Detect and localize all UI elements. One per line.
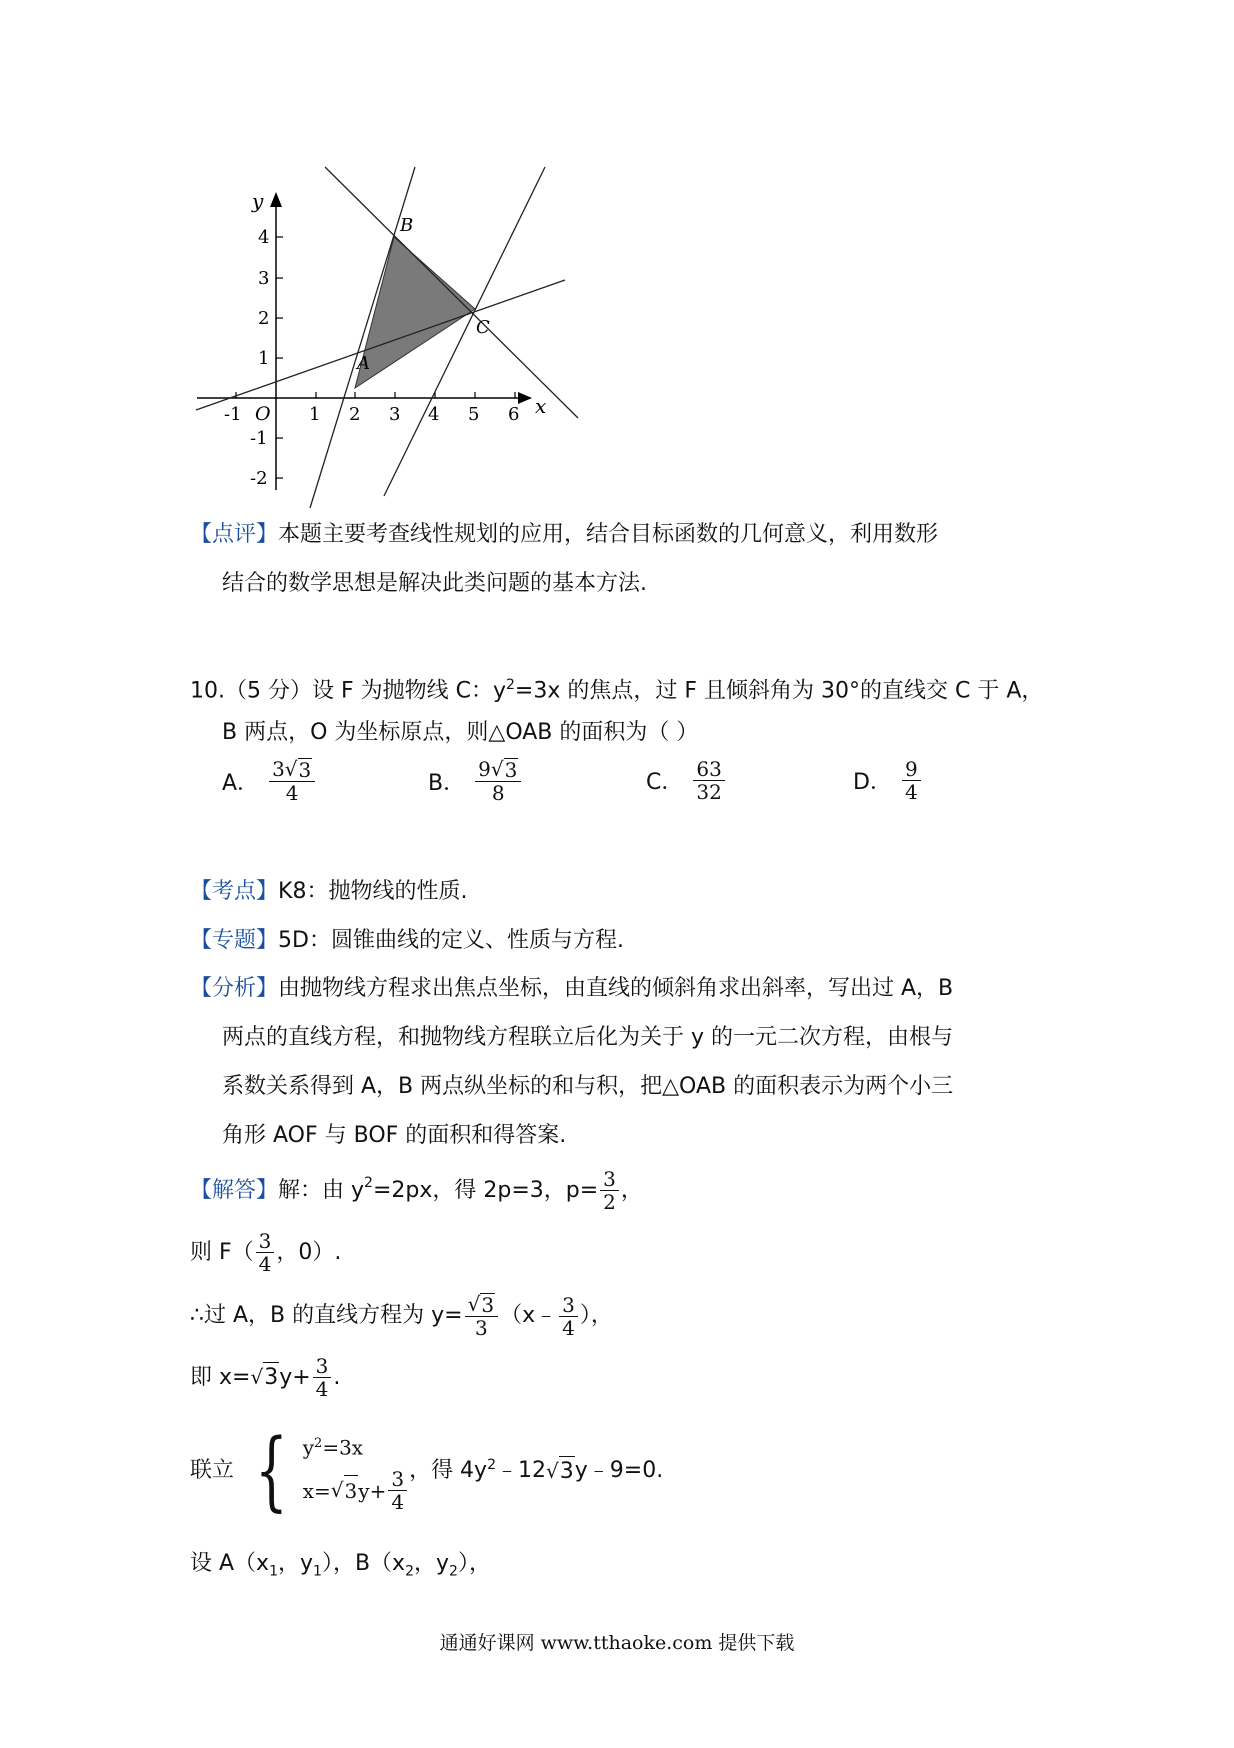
point-a-label: A — [357, 353, 370, 374]
jieda-s4-text-c: . — [333, 1364, 341, 1390]
x-axis-label: x — [535, 394, 547, 418]
option-d[interactable] — [853, 758, 923, 803]
origin-label: O — [255, 403, 271, 425]
fenxi-tag: 【分析】 — [190, 976, 279, 1001]
option-d-num: 9 — [902, 758, 921, 781]
jieda-s6-sub1: 1 — [269, 1563, 278, 1580]
kaodian-line — [190, 877, 467, 907]
x-tick-label: 4 — [428, 404, 440, 425]
jieda-s6-sub4: 2 — [449, 1563, 458, 1580]
option-b-den: 8 — [491, 781, 505, 805]
option-a-radicand: 3 — [298, 758, 312, 782]
kaodian-text: K8：抛物线的性质. — [278, 879, 468, 904]
option-d-label: D． — [853, 770, 892, 795]
jieda-step-4 — [190, 1355, 340, 1400]
option-c[interactable] — [646, 758, 727, 803]
sys-row2-fraction — [388, 1468, 407, 1513]
jieda-s6-b: ，y — [278, 1551, 314, 1576]
fenxi-line-1 — [190, 974, 953, 1004]
point-c-label: C — [476, 317, 490, 338]
jieda-s1-num: 3 — [600, 1168, 619, 1191]
fenxi-line-2: 两点的直线方程，和抛物线方程联立后化为关于 y 的一元二次方程，由根与 — [222, 1025, 954, 1050]
review-line-2: 结合的数学思想是解决此类问题的基本方法. — [222, 571, 647, 596]
jieda-s2-text-a: 则 F（ — [190, 1239, 254, 1265]
jieda-s3-text-c: ）， — [579, 1303, 613, 1328]
y-axis-label: y — [252, 189, 264, 213]
jieda-s2-fraction — [256, 1230, 275, 1275]
y-tick-label: 3 — [258, 268, 270, 289]
option-a-label: A． — [222, 770, 260, 796]
y-tick-marks — [276, 237, 283, 478]
option-a[interactable] — [222, 758, 317, 804]
option-a-coef: 3 — [272, 757, 285, 781]
jieda-s5-result-c: y﹣9=0. — [574, 1458, 664, 1483]
x-tick-label: 6 — [508, 404, 520, 425]
sys-row2-a: x= — [302, 1478, 331, 1503]
option-b[interactable] — [428, 758, 523, 804]
jieda-step-1 — [190, 1168, 643, 1213]
jieda-s5-radical: √ 3 — [546, 1456, 575, 1487]
y-tick-label: 2 — [258, 308, 270, 329]
review-line-1 — [190, 520, 938, 550]
sys-row2-num: 3 — [388, 1468, 407, 1491]
sys-row1-a: y — [302, 1435, 315, 1460]
y-tick-label: 4 — [258, 227, 270, 248]
jieda-s2-num: 3 — [256, 1230, 275, 1253]
x-tick-marks — [236, 392, 515, 398]
feasible-region — [355, 237, 475, 388]
jieda-s6-a: 设 A（x — [190, 1551, 270, 1576]
jieda-step-5 — [190, 1421, 664, 1521]
option-a-den: 4 — [285, 781, 299, 805]
option-b-fraction: 9 √ 3 8 — [475, 758, 521, 804]
jieda-s4-fraction — [313, 1355, 332, 1400]
system-row-2: x= √ 3 y+ $\frac{3}{4}$ — [303, 1468, 409, 1513]
q10-text-a: 10.（5 分）设 F 为抛物线 C：y — [190, 678, 506, 704]
jieda-s4-text-a: 即 x= — [190, 1364, 251, 1390]
option-c-num: 63 — [693, 758, 724, 781]
jieda-s1-text-b: =2px，得 2p=3，p= — [372, 1177, 599, 1203]
option-a-fraction: 3 √ 3 4 — [269, 758, 315, 804]
x-tick-label: 1 — [309, 404, 321, 425]
fenxi-line-4: 角形 AOF 与 BOF 的面积和得答案. — [222, 1123, 567, 1148]
jieda-s4-num: 3 — [313, 1355, 332, 1378]
y-tick-label: -2 — [250, 468, 268, 489]
option-d-den: 4 — [904, 780, 918, 804]
jieda-s6-d: ，y — [414, 1551, 450, 1576]
jieda-s6-e: ）， — [457, 1551, 491, 1576]
jieda-s1-sup: 2 — [364, 1175, 373, 1191]
system-row-1 — [303, 1429, 409, 1463]
question-10-line-1 — [190, 670, 1043, 706]
jieda-s1-text-a: 解：由 y — [278, 1177, 365, 1203]
jieda-step-6 — [190, 1549, 491, 1586]
zhuanti-tag: 【专题】 — [190, 928, 279, 953]
linear-programming-graph — [150, 155, 590, 515]
x-tick-label: 5 — [468, 404, 480, 425]
x-tick-label: 2 — [349, 404, 361, 425]
jieda-s4-radical: √ 3 — [250, 1362, 279, 1393]
option-b-radicand: 3 — [504, 758, 518, 782]
jieda-s6-sub2: 1 — [313, 1563, 322, 1580]
jieda-s2-text-b: ，0）. — [276, 1239, 342, 1265]
y-axis-arrow — [270, 192, 282, 207]
jieda-s5-result-b: ﹣12 — [496, 1458, 546, 1483]
option-c-fraction — [693, 758, 724, 803]
zhuanti-text: 5D：圆锥曲线的定义、性质与方程. — [278, 928, 624, 953]
page-footer: 通通好课网 www.tthaoke.com 提供下载 — [439, 1632, 795, 1654]
fenxi-text-1: 由抛物线方程求出焦点坐标，由直线的倾斜角求出斜率，写出过 A，B — [278, 976, 954, 1001]
fenxi-line-3: 系数关系得到 A，B 两点纵坐标的和与积，把△OAB 的面积表示为两个小三 — [222, 1074, 954, 1099]
jieda-s6-c: ），B（x — [321, 1551, 406, 1576]
jieda-s1-den: 2 — [603, 1190, 616, 1214]
sys-row2-b: y+ — [358, 1478, 387, 1503]
point-b-label: B — [400, 215, 414, 236]
jieda-s4-text-b: y+ — [279, 1364, 311, 1390]
jieda-s5-result-radicand: 3 — [559, 1456, 575, 1487]
jieda-step-3 — [190, 1293, 613, 1339]
option-b-label: B． — [428, 770, 466, 796]
option-d-fraction — [902, 758, 921, 803]
y-tick-label: -1 — [250, 428, 268, 449]
sys-row1-sup: 2 — [314, 1435, 323, 1451]
jieda-s6-sub3: 2 — [405, 1563, 414, 1580]
jieda-s3-radicand: 3 — [481, 1293, 495, 1317]
jieda-s2-den: 4 — [258, 1252, 272, 1276]
x-tick-label: -1 — [224, 404, 242, 425]
option-b-coef: 9 — [478, 757, 491, 781]
jieda-s5-result-a: ，得 4y — [409, 1458, 488, 1483]
jieda-s3-text-b: （x﹣ — [500, 1303, 558, 1328]
jieda-s5-label: 联立 — [190, 1458, 235, 1483]
option-c-den: 32 — [696, 780, 722, 804]
sys-row1-b: =3x — [322, 1435, 364, 1460]
q10-text-b: =3x 的焦点，过 F 且倾斜角为 30°的直线交 C 于 A， — [514, 678, 1044, 704]
jieda-s3-num2: 3 — [559, 1294, 578, 1317]
y-tick-label: 1 — [258, 348, 270, 369]
jieda-s3-text-a: ∴过 A，B 的直线方程为 y= — [190, 1303, 463, 1328]
q10-sup: 2 — [506, 677, 515, 693]
review-text: 本题主要考查线性规划的应用，结合目标函数的几何意义，利用数形 — [278, 522, 939, 547]
review-tag: 【点评】 — [190, 522, 279, 547]
jieda-s3-fraction-1: √ 3 3 — [465, 1293, 498, 1339]
equation-system — [244, 1421, 409, 1521]
question-10-line-2: B 两点，O 为坐标原点，则△OAB 的面积为（ ） — [222, 720, 699, 745]
jieda-s3-fraction-2 — [559, 1294, 578, 1339]
jieda-s1-text-c: ， — [620, 1177, 643, 1203]
brace-symbol: { — [254, 1421, 288, 1521]
kaodian-tag: 【考点】 — [190, 879, 279, 904]
jieda-step-2 — [190, 1230, 341, 1275]
jieda-tag: 【解答】 — [190, 1177, 279, 1203]
jieda-s1-fraction — [600, 1168, 619, 1213]
jieda-s4-radicand: 3 — [263, 1362, 279, 1393]
zhuanti-line — [190, 926, 624, 956]
jieda-s4-den: 4 — [315, 1377, 329, 1401]
sys-row2-den: 4 — [391, 1490, 405, 1515]
option-c-label: C． — [646, 770, 684, 795]
sys-row2-radicand: 3 — [344, 1475, 359, 1506]
jieda-s5-result-sup: 2 — [487, 1457, 496, 1473]
x-axis-arrow — [518, 392, 532, 404]
jieda-s3-den: 3 — [474, 1316, 488, 1340]
jieda-s3-den2: 4 — [562, 1315, 575, 1340]
x-tick-label: 3 — [389, 404, 401, 425]
